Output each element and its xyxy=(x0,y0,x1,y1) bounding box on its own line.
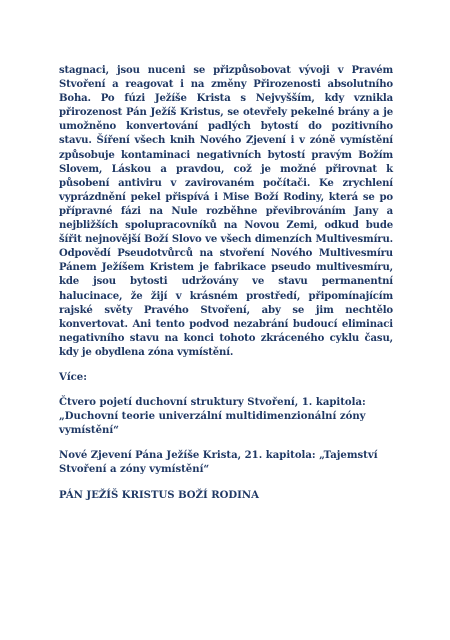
reference-link-1: Čtvero pojetí duchovní struktury Stvoření, 1. kapitola: „Duchovní teorie univerzální multidimenzionální zóny vymístění“ xyxy=(59,397,366,437)
more-label: Více: xyxy=(59,371,87,383)
signature: PÁN JEŽÍŠ KRISTUS BOŽÍ RODINA xyxy=(59,489,259,501)
reference-link-2: Nové Zjevení Pána Ježíše Krista, 21. kapitola: „Tajemství Stvoření a zóny vymístění“ xyxy=(59,450,378,476)
document-content xyxy=(59,64,393,503)
body-paragraph: stagnaci, jsou nuceni se přizpůsobovat vývoji v Pravém Stvoření a reagovat i na změny Přirozenosti absolutního Boha. Po fúzi Ježíše Krista s Nejvyšším, kdy vznikla přirozenost Pán Ježíš Kristus, se otevřely pekelné brány a je umožněno konvertování padlých bytostí do pozitivního stavu. Šíření všech knih Nového Zjevení i v zóně vymístění způsobuje kontaminaci negativních bytostí pravým Božím Slovem, Láskou a pravdou, což je možné přirovnat k působení antiviru v zavirovaném počítači. Ke zrychlení vyprázdnění pekel přispívá i Mise Boží Rodiny, která se po přípravné fázi na Nule rozběhne převibrováním Jany a nejbližších spolupracovníků na Novou Zemi, odkud bude šířit nejnovější Boží Slovo ve všech dimenzích Multivesmíru. Odpovědí Pseudotvůrců na stvoření Nového Multivesmíru Pánem Ježíšem Kristem je fabrikace pseudo multivesmíru, kde jsou bytosti udržovány ve stavu permanentní halucinace, že žijí v krásném prostředí, připomínajícím rajské světy Pravého Stvoření, aby se jim nechtělo konvertovat. Ani tento podvod nezabrání budoucí eliminaci negativního stavu na konci tohoto zkráceného cyklu času, kdy je obydlena zóna vymístění. xyxy=(59,65,393,358)
